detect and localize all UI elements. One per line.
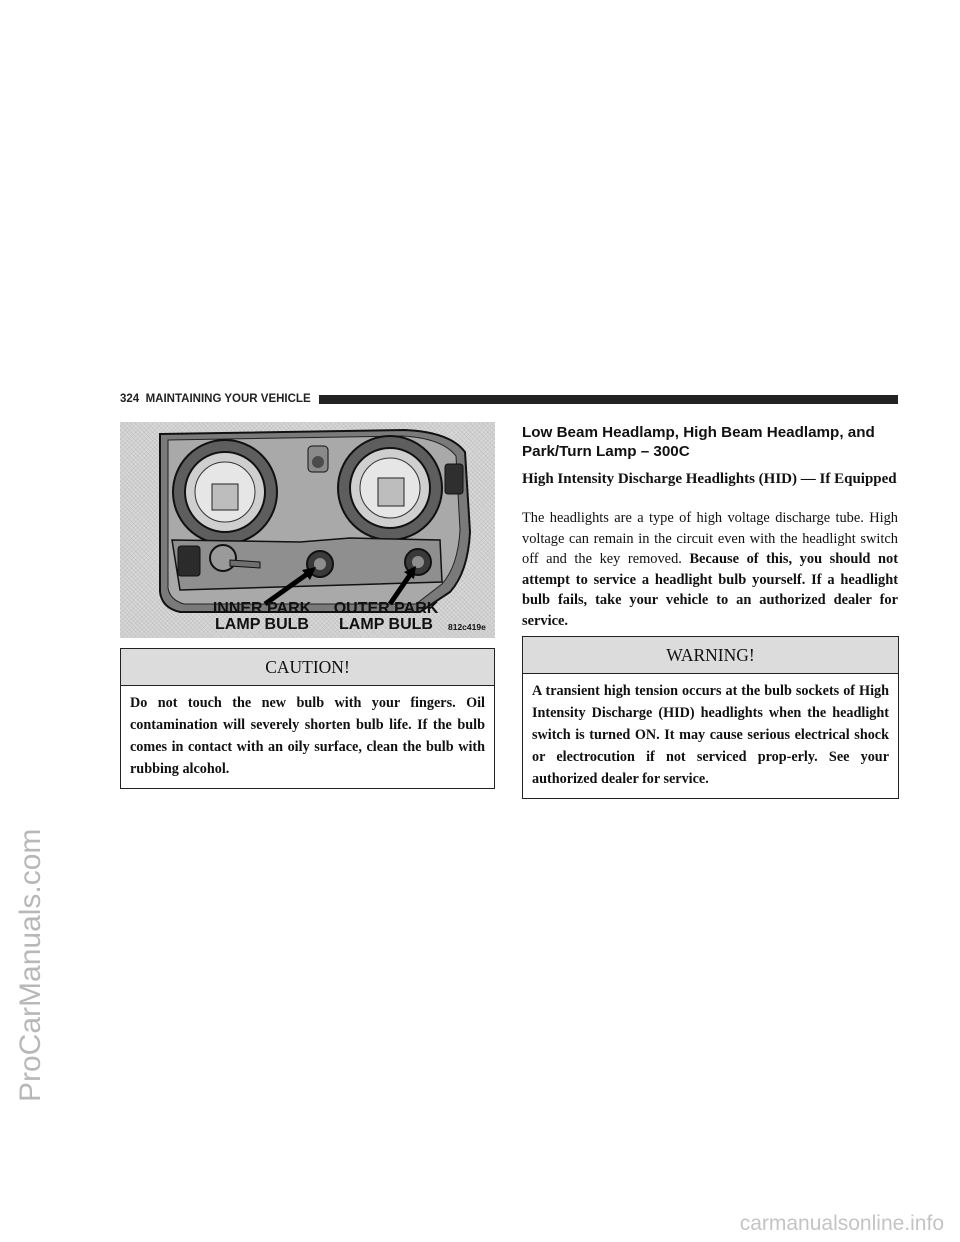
side-watermark-text: ProCarManuals.com (14, 828, 47, 1102)
header-title: MAINTAINING YOUR VEHICLE (145, 393, 311, 405)
figure-code: 812c419e (448, 622, 486, 632)
outer-park-label-line1: OUTER PARK (333, 600, 439, 617)
inner-park-label (202, 601, 322, 633)
header-rule (319, 395, 898, 404)
header-text (120, 393, 319, 405)
hid-paragraph (522, 508, 898, 631)
side-watermark (10, 682, 50, 1242)
warning-title: WARNING! (523, 637, 898, 674)
headlamp-figure (120, 422, 495, 638)
hid-paragraph-bold: Because of this, you should not attempt to service a headlight bulb yourself. If a headlight bulb fails, take your vehicle to an authorized dealer for service. (522, 551, 898, 629)
outer-park-label (328, 601, 444, 633)
inner-park-label-line1: INNER PARK (212, 600, 312, 617)
caution-body: Do not touch the new bulb with your fingers. Oil contamination will severely shorten bulb life. If the bulb comes in contact with an oily surface, clean the bulb with rubbing alcohol. (130, 695, 485, 777)
caution-box (120, 648, 495, 789)
hid-paragraph-regular: The headlights are a type of high voltage discharge tube. High voltage can remain in the circuit even with the headlight switch off and the key removed. (522, 510, 898, 567)
section-title: Low Beam Headlamp, High Beam Headlamp, and Park/Turn Lamp – 300C (522, 424, 875, 460)
outer-park-label-line2: LAMP BULB (339, 616, 433, 633)
running-header (120, 392, 898, 406)
subsection-title: High Intensity Discharge Headlights (HID) — If Equipped (522, 471, 897, 487)
inner-park-label-line2: LAMP BULB (215, 616, 309, 633)
page-number: 324 (120, 393, 140, 405)
warning-box (522, 636, 899, 799)
caution-title: CAUTION! (121, 649, 494, 686)
warning-body: A transient high tension occurs at the bulb sockets of High Intensity Discharge (HID) headlights when the headlight switch is turned ON. It may cause serious electrical shock or electrocution if not serviced prop-erly. See your authorized dealer for service. (532, 683, 889, 787)
bottom-watermark: carmanualsonline.info (739, 1212, 944, 1235)
